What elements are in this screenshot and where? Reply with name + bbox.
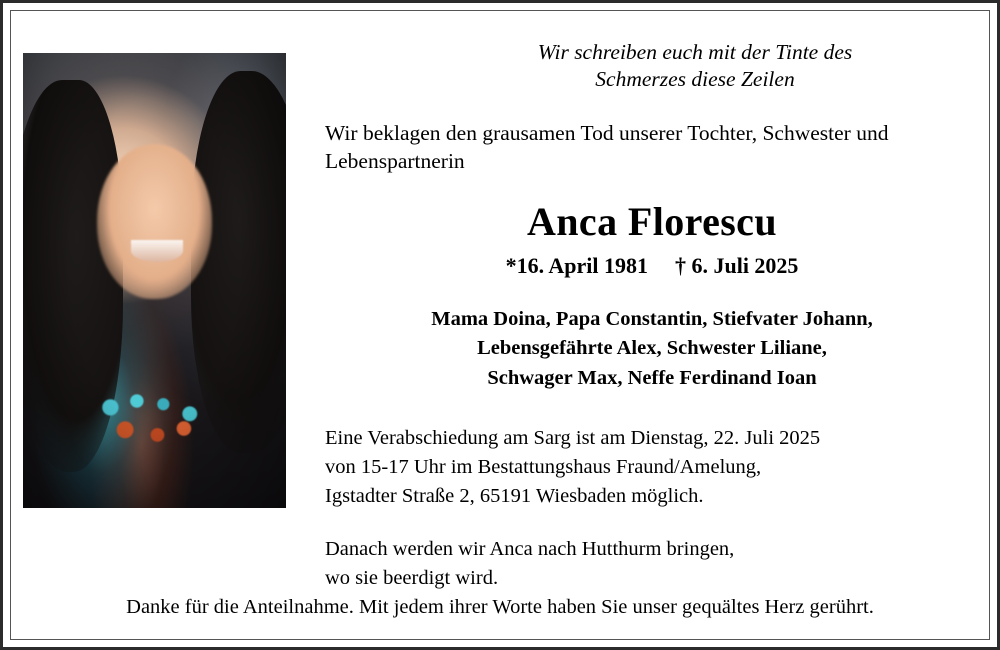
birth-date: *16. April 1981 (505, 252, 648, 278)
family-line-1: Mama Doina, Papa Constantin, Stiefvater Johann, (431, 307, 873, 330)
photo-vignette (23, 53, 286, 508)
farewell-line-1: Eine Verabschiedung am Sarg ist am Dienstag, 22. Juli 2025 (325, 426, 821, 449)
cross-icon: † (674, 252, 686, 278)
life-dates (303, 253, 981, 279)
epitaph-line-2: Schmerzes diese Zeilen (595, 66, 795, 91)
family-members (303, 305, 981, 394)
lead-line-1: Wir beklagen den grausamen Tod unserer Tochter, Schwester und (325, 120, 889, 145)
epitaph (423, 39, 967, 93)
farewell-line-2: von 15-17 Uhr im Bestattungshaus Fraund/Amelung, (325, 455, 762, 478)
farewell-details (325, 424, 981, 511)
deceased-name: Anca Florescu (527, 198, 777, 244)
thanks-message: Danke für die Anteilnahme. Mit jedem ihrer Worte haben Sie unser gequältes Herz gerührt. (126, 596, 874, 618)
lead-line-2: Lebenspartnerin (325, 149, 465, 174)
lead-paragraph (325, 119, 981, 176)
photo-image (23, 53, 286, 508)
burial-details (325, 535, 981, 593)
epitaph-line-1: Wir schreiben euch mit der Tinte des (537, 40, 853, 64)
family-line-3: Schwager Max, Neffe Ferdinand Ioan (487, 366, 817, 389)
burial-line-2: wo sie beerdigt wird. (325, 567, 499, 590)
family-line-2: Lebensgefährte Alex, Schwester Liliane, (477, 337, 827, 360)
memorial-text-content (303, 31, 981, 593)
farewell-line-3: Igstadter Straße 2, 65191 Wiesbaden möglich. (325, 484, 704, 507)
portrait-photo (23, 53, 286, 508)
burial-line-1: Danach werden wir Anca nach Hutthurm bringen, (325, 537, 735, 560)
death-date: 6. Juli 2025 (691, 252, 799, 278)
